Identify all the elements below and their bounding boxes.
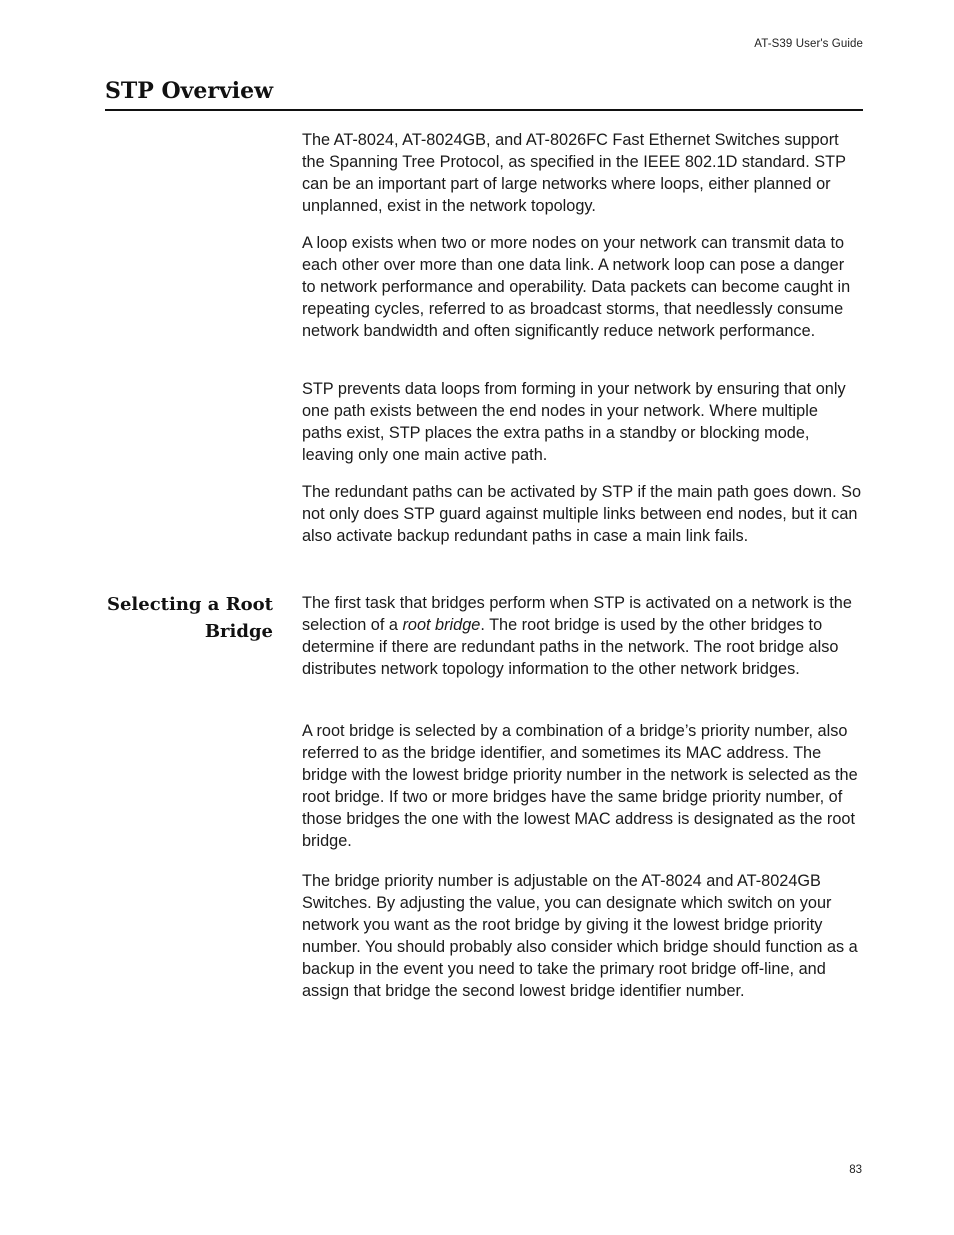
root-bridge-para-3	[302, 871, 862, 1002]
stp-overview-para-4	[302, 482, 862, 548]
running-header: AT-S39 User's Guide	[754, 38, 863, 50]
italic-term: root bridge	[402, 615, 481, 634]
page-number: 83	[849, 1164, 862, 1176]
paragraph: The bridge priority number is adjustable on the AT-8024 and AT-8024GB Switches. By adjusting the value, you can designate which switch on your network you want as the root bridge by giving it the lowest bridge priority number. You should probably also consider which bridge should function as a backup in the event you need to take the primary root bridge off-line, and assign that bridge the second lowest bridge identifier number.	[302, 872, 858, 1000]
paragraph: The AT-8024, AT-8024GB, and AT-8026FC Fast Ethernet Switches support the Spanning Tree Protocol, as specified in the IEEE 802.1D standard. STP can be an important part of large networks where loops, either planned or unplanned, exist in the network topology.	[302, 131, 846, 215]
paragraph: STP prevents data loops from forming in your network by ensuring that only one path exists between the end nodes in your network. Where multiple paths exist, STP places the extra paths in a standby or blocking mode, leaving only one main active path.	[302, 380, 846, 464]
title-rule	[105, 109, 863, 111]
stp-overview-para-3	[302, 379, 862, 467]
root-bridge-para-1	[302, 593, 862, 681]
stp-overview-para-2	[302, 233, 862, 343]
paragraph: A root bridge is selected by a combination of a bridge’s priority number, also referred to as the bridge identifier, and sometimes its MAC address. The bridge with the lowest bridge priority number in the network is selected as the root bridge. If two or more bridges have the same bridge priority number, of those bridges the one with the lowest MAC address is designated as the root bridge.	[302, 722, 858, 850]
text-run: . The root bridge is used by the other bridges to determine if there are redundant paths in the network. The root bridge also distributes network topology information to the other network bridges.	[302, 615, 839, 678]
paragraph	[302, 593, 862, 681]
subsection-heading	[73, 591, 273, 645]
subsection-heading-line-1: Selecting a Root	[106, 594, 273, 615]
stp-overview-para-1	[302, 130, 862, 218]
text-run: The first task that bridges perform when STP is activated on a network is the selection of a	[302, 594, 852, 634]
section-title: STP Overview	[105, 78, 274, 104]
paragraph: The redundant paths can be activated by STP if the main path goes down. So not only does STP guard against multiple links between end nodes, but it can also activate backup redundant paths in case a main link fails.	[302, 483, 862, 545]
root-bridge-para-2	[302, 721, 862, 852]
paragraph: A loop exists when two or more nodes on your network can transmit data to each other over more than one data link. A network loop can pose a danger to network performance and operability. Data packets can become caught in repeating cycles, referred to as broadcast storms, that needlessly consume network bandwidth and often significantly reduce network performance.	[302, 234, 851, 340]
subsection-heading-line-2: Bridge	[204, 621, 273, 642]
